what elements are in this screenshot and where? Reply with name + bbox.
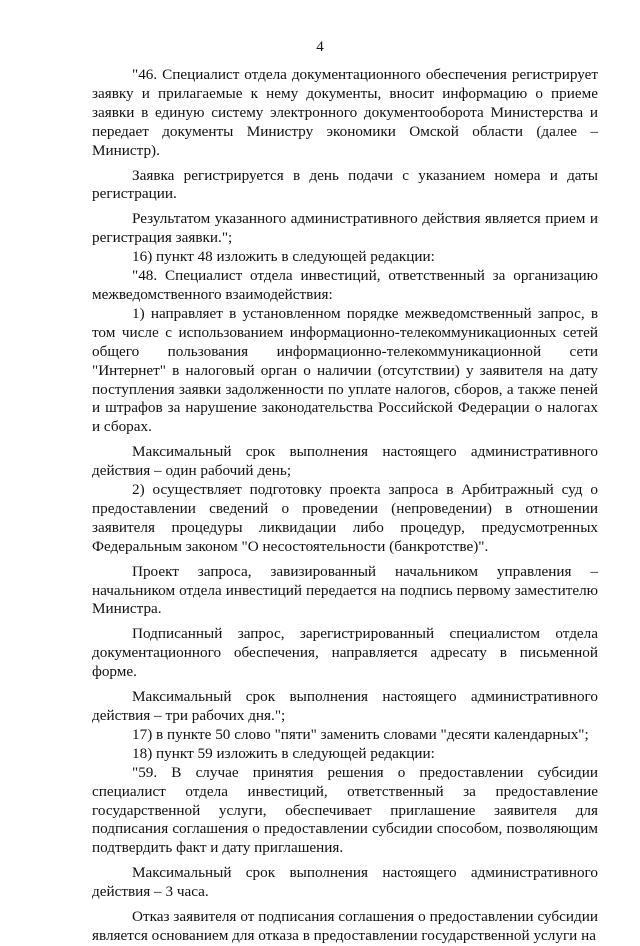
paragraph-item-17: 17) в пункте 50 слово "пяти" заменить словами "десяти календарных"; xyxy=(132,725,589,743)
paragraph-deadline-2: Максимальный срок выполнения настоящего административного действия – три рабочих дня."; xyxy=(92,688,598,724)
paragraph-item-18: 18) пункт 59 изложить в следующей редакции: xyxy=(132,744,435,762)
paragraph-draft-request: Проект запроса, завизированный начальником управления – начальником отдела инвестиций передается на подпись первому заместителю Министра. xyxy=(92,562,598,618)
paragraph-48: "48. Специалист отдела инвестиций, ответственный за организацию межведомственного взаимодействия: xyxy=(92,267,598,303)
paragraph-deadline-3: Максимальный срок выполнения настоящего административного действия – 3 часа. xyxy=(92,864,598,901)
paragraph-59: "59. В случае принятия решения о предоставлении субсидии специалист отдела инвестиций, ответственный за предоставление государственной услуги, обеспечивает приглашение заявителя для подписания соглашения о предоставлении субсидии способом, позволяющим подтвердить факт и дату приглашения. xyxy=(92,763,598,857)
paragraph-signed-request: Подписанный запрос, зарегистрированный специалистом отдела документационного обеспечения, направляется адресату в письменной форме. xyxy=(92,625,598,681)
paragraph-46: "46. Специалист отдела документационного обеспечения регистрирует заявку и прилагаемые к нему документы, вносит информацию о приеме заявки в единую систему электронного документооборота Министерства и передает документы Министру экономики Омской области (далее – Министр). xyxy=(92,66,598,159)
page-number: 4 xyxy=(316,39,324,55)
paragraph-refusal: Отказ заявителя от подписания соглашения о предоставлении субсидии является основанием для отказа в предоставлении государственной услуги на xyxy=(92,908,598,944)
paragraph-48-2: 2) осуществляет подготовку проекта запроса в Арбитражный суд о предоставлении сведений о проведении (непроведении) в отношении заявителя процедуры ликвидации либо процедур, предусмотренных Федеральным законом "О несостоятельности (банкротстве)". xyxy=(92,481,598,555)
document-body xyxy=(92,66,598,946)
paragraph-registration: Заявка регистрируется в день подачи с указанием номера и даты регистрации. xyxy=(92,166,598,203)
paragraph-48-1: 1) направляет в установленном порядке межведомственный запрос, в том числе с использованием информационно-телекоммуникационных сетей общего пользования информационно-телекоммуникационной сети "Интернет" в налоговый орган о наличии (отсутствии) у заявителя на дату поступления заявки задолженности по уплате налогов, сборов, а также пеней и штрафов за нарушение законодательства Российской Федерации о налогах и сборах. xyxy=(92,304,598,436)
paragraph-deadline-1: Максимальный срок выполнения настоящего административного действия – один рабочий день; xyxy=(92,443,598,480)
paragraph-result: Результатом указанного административного действия является прием и регистрация заявки."; xyxy=(92,210,598,247)
paragraph-item-16: 16) пункт 48 изложить в следующей редакции: xyxy=(132,248,435,266)
